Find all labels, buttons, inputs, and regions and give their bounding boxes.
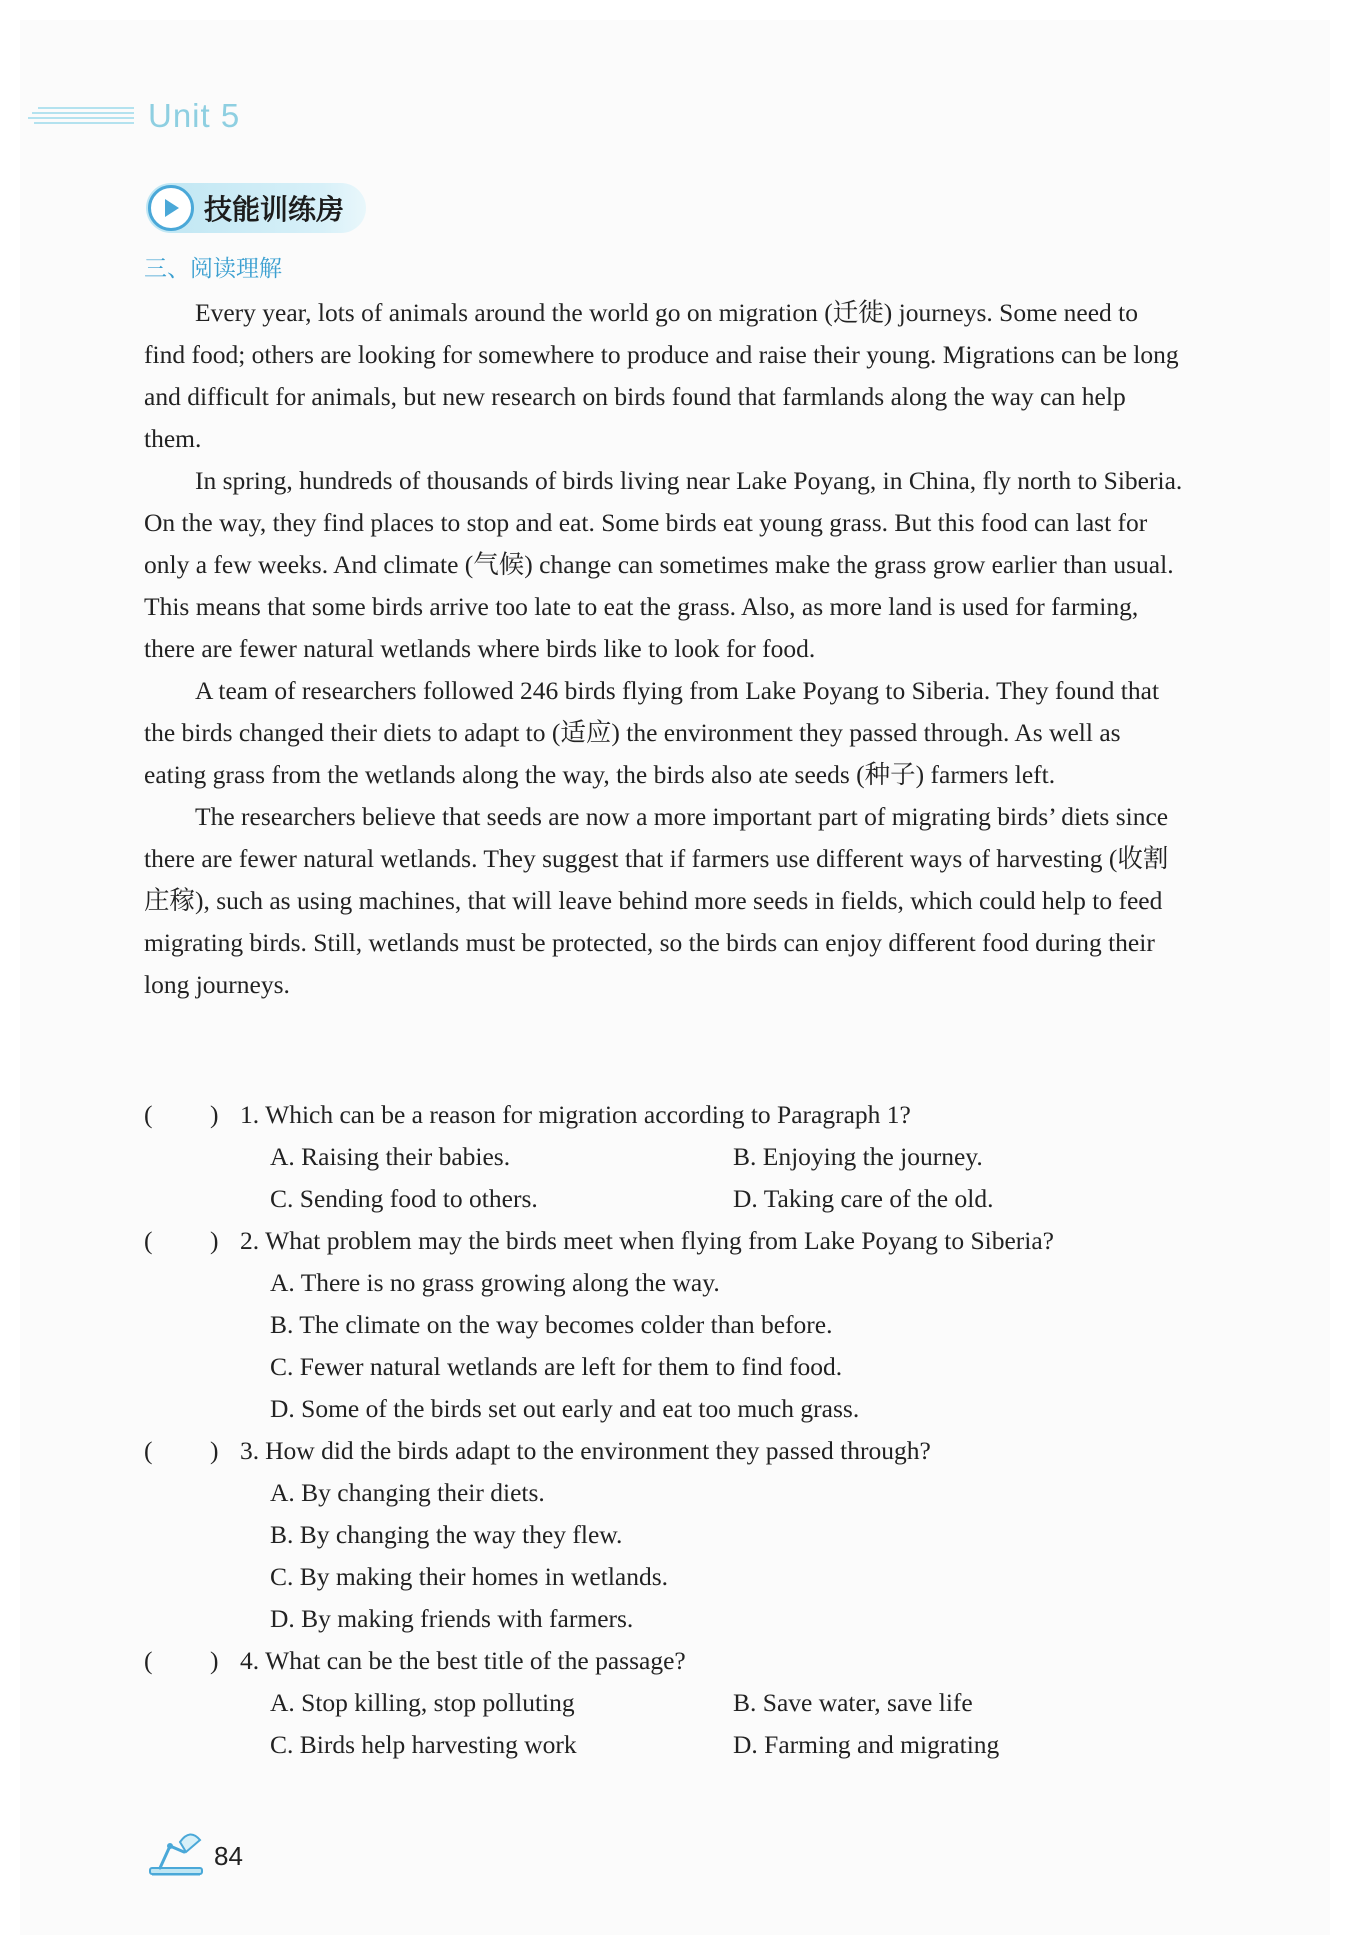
- option-c: C. By making their homes in wetlands.: [270, 1562, 669, 1591]
- play-icon: [148, 185, 194, 231]
- question-text: Which can be a reason for migration according to Paragraph 1?: [265, 1100, 911, 1129]
- passage-paragraph: Every year, lots of animals around the world go on migration (迁徙) journeys. Some need to find food; others are looking for somewhere to produce and raise their young. Migrations can be long and difficult for animals, but new research on birds found that farmlands along the way can help them.: [144, 298, 1179, 453]
- section-title: 技能训练房: [204, 193, 345, 226]
- option-a: A. Stop killing, stop polluting: [270, 1688, 575, 1717]
- option-row: [144, 1178, 1204, 1220]
- option-c: C. Fewer natural wetlands are left for them to find food.: [270, 1352, 843, 1381]
- question-1: [144, 1094, 1204, 1136]
- option-row: [144, 1682, 1204, 1724]
- question-text: What can be the best title of the passage?: [265, 1646, 686, 1675]
- question-list: [144, 1094, 1204, 1766]
- unit-header: [28, 92, 240, 140]
- option-row: [144, 1136, 1204, 1178]
- passage-paragraph: A team of researchers followed 246 birds flying from Lake Poyang to Siberia. They found that the birds changed their diets to adapt to (适应) the environment they passed through. As well as eating grass from the wetlands along the way, the birds also ate seeds (种子) farmers left.: [144, 676, 1160, 789]
- unit-title: Unit 5: [148, 97, 241, 134]
- option-b: B. Save water, save life: [733, 1688, 973, 1717]
- question-text: What problem may the birds meet when flying from Lake Poyang to Siberia?: [265, 1226, 1054, 1255]
- passage-paragraph: In spring, hundreds of thousands of birds living near Lake Poyang, in China, fly north to Siberia. On the way, they find places to stop and eat. Some birds eat young grass. But this food can last for only a few weeks. And climate (气候) change can sometimes make the grass grow earlier than usual. This means that some birds arrive too late to eat the grass. Also, as more land is used for farming, there are fewer natural wetlands where birds like to look for food.: [144, 466, 1183, 663]
- bracket-close: ): [210, 1646, 219, 1675]
- option-d: D. By making friends with farmers.: [270, 1604, 634, 1633]
- option-b: B. Enjoying the journey.: [733, 1142, 983, 1171]
- subsection-heading: 三、阅读理解: [144, 256, 282, 282]
- bracket-open: (: [144, 1436, 153, 1465]
- page-footer: [146, 1822, 243, 1878]
- question-3: [144, 1430, 1204, 1472]
- option-d: D. Taking care of the old.: [733, 1184, 994, 1213]
- answer-blank-1[interactable]: [144, 1094, 240, 1136]
- question-text: How did the birds adapt to the environment they passed through?: [265, 1436, 931, 1465]
- option-a: A. There is no grass growing along the way.: [270, 1268, 720, 1297]
- bracket-open: (: [144, 1100, 153, 1129]
- option-row: [144, 1724, 1204, 1766]
- question-number: 4.: [240, 1646, 260, 1675]
- option-b: B. By changing the way they flew.: [270, 1520, 623, 1549]
- option-c: C. Birds help harvesting work: [270, 1730, 577, 1759]
- passage-paragraph: The researchers believe that seeds are now a more important part of migrating birds’ diets since there are fewer natural wetlands. They suggest that if farmers use different ways of harvesting (收割庄稼), such as using machines, that will leave behind more seeds in fields, which could help to feed migrating birds. Still, wetlands must be protected, so the birds can enjoy different food during their long journeys.: [144, 802, 1169, 999]
- answer-blank-4[interactable]: [144, 1640, 240, 1682]
- question-number: 2.: [240, 1226, 260, 1255]
- option-d: D. Farming and migrating: [733, 1730, 1000, 1759]
- bracket-close: ): [210, 1436, 219, 1465]
- option-a: A. Raising their babies.: [270, 1142, 511, 1171]
- answer-blank-3[interactable]: [144, 1430, 240, 1472]
- page-number: 84: [214, 1841, 243, 1871]
- question-number: 1.: [240, 1100, 260, 1129]
- question-2: [144, 1220, 1204, 1262]
- answer-blank-2[interactable]: [144, 1220, 240, 1262]
- desk-lamp-icon: [146, 1822, 206, 1878]
- reading-passage: [144, 292, 1184, 1006]
- bracket-close: ): [210, 1100, 219, 1129]
- bracket-close: ): [210, 1226, 219, 1255]
- question-number: 3.: [240, 1436, 260, 1465]
- option-a: A. By changing their diets.: [270, 1478, 545, 1507]
- header-stripes-decoration: [28, 105, 134, 127]
- option-d: D. Some of the birds set out early and eat too much grass.: [270, 1394, 860, 1423]
- bracket-open: (: [144, 1646, 153, 1675]
- bracket-open: (: [144, 1226, 153, 1255]
- question-4: [144, 1640, 1204, 1682]
- option-b: B. The climate on the way becomes colder than before.: [270, 1310, 833, 1339]
- option-c: C. Sending food to others.: [270, 1184, 538, 1213]
- section-badge: [146, 183, 366, 233]
